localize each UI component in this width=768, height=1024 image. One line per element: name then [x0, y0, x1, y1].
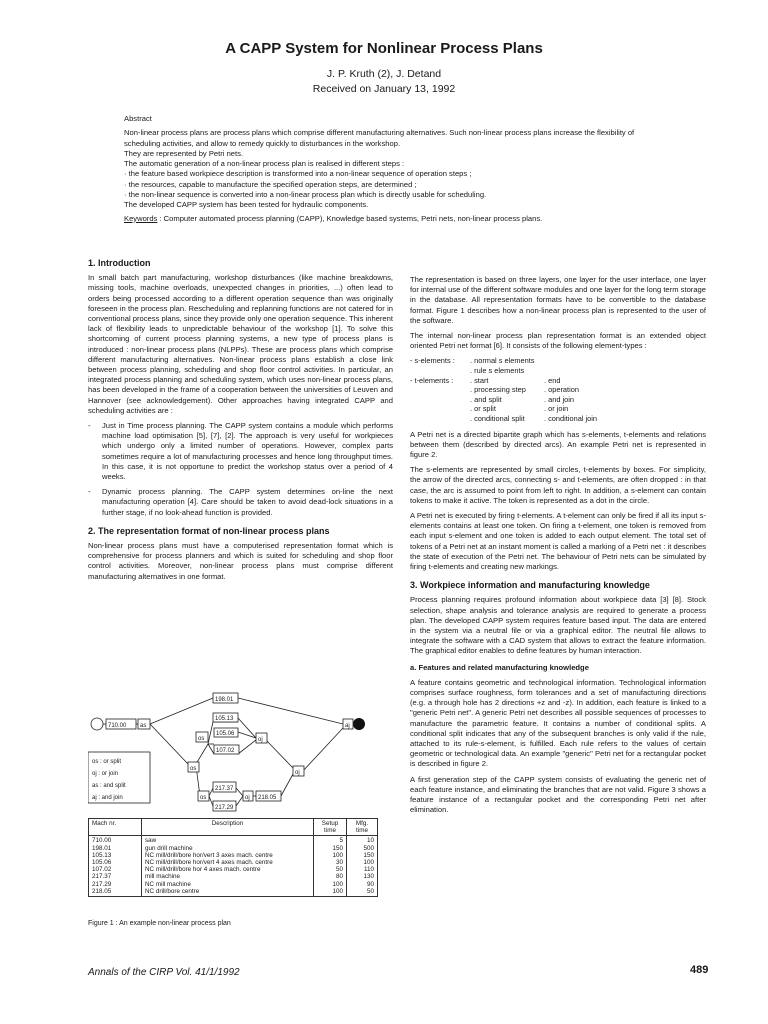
paper-authors: J. P. Kruth (2), J. Detand	[326, 68, 442, 80]
machine-table-wrap	[88, 818, 378, 897]
section-heading: 2. The representation format of non-linear process plans	[88, 525, 330, 536]
bullet-text: Just in Time process planning. The CAPP system contains a module which performs machine load optimisation [5], [7], [2]. The approach is very useful for workpieces which undergo only a limited number of operations. However, complex parts sometimes require a lot of manufacturing processes and hence long throughput times. In this case, it is not opportune to predict the workshop status over a period of 4 weeks.	[102, 421, 393, 482]
bullet-item	[88, 487, 393, 518]
paragraph: A Petri net is executed by firing t-elements. A t-element can only be fired if all its input s-elements contains at least one token. On firing a t-element, one token is removed from each input s-element and one token is added to each output element. The total set of tokens of a Petri net at an instant moment is called a marking of a Petri net : it describes the state of execution of the Petri net. The behaviour of Petri nets can be simulated by firing t-elements and creating new markings.	[410, 511, 706, 572]
bullet-dash: -	[88, 487, 91, 497]
cell: 198.01	[92, 844, 112, 852]
paragraph: The representation is based on three layers, one layer for the user interface, one layer for internal use of the different software modules and one layer for the long term storage in the database. All representation formats have to be convertible to the database format. Figure 1 describes how a non-linear process plan is represented to the user of the software.	[410, 275, 706, 325]
cell: 217.37	[92, 873, 112, 881]
cell: 105.06	[92, 859, 112, 867]
cell: 50	[335, 866, 343, 874]
cell: 100	[363, 859, 374, 867]
abstract-line: Non-linear process plans are process plans which comprise different manufacturing alternatives. Such non-linear process plans increase the flexibility of scheduling activities, and allow to remedy quickly to disturbances in the workshop.	[124, 128, 635, 148]
etype-cell: . normal s elements	[470, 356, 535, 366]
element-types-list	[410, 356, 706, 423]
end-place	[353, 718, 365, 730]
cell: mill machine	[145, 873, 180, 881]
table-body	[89, 836, 378, 897]
etype-cell: . processing step	[470, 385, 526, 395]
col-header: Mach nr.	[89, 819, 142, 836]
cell: gun drill machine	[145, 844, 193, 852]
node-label: 217.29	[215, 805, 234, 811]
figure-1-petri-net	[88, 688, 388, 818]
cell: 110	[363, 866, 374, 874]
node-label: 218.05	[258, 795, 277, 801]
cell-mfg	[347, 836, 378, 897]
cell: saw	[145, 837, 157, 845]
machine-table	[88, 818, 378, 897]
cell: 100	[332, 851, 343, 859]
etype-cell: . end	[544, 375, 561, 385]
etype-cell: . or split	[470, 404, 496, 414]
cell: NC mill/drill/bore hor/vert 4 axes mach. centre	[145, 859, 273, 867]
etype-cell: . start	[470, 375, 489, 385]
etype-cell: . conditional split	[470, 413, 525, 423]
cell-setup	[314, 836, 347, 897]
node-label: oj	[245, 795, 250, 801]
cell: NC drill/bore centre	[145, 887, 200, 895]
legend-item: aj : and join	[92, 795, 123, 801]
received-date: Received on January 13, 1992	[312, 83, 456, 95]
cell: 217.29	[92, 880, 112, 888]
etype-cell	[544, 356, 604, 366]
etype-cell: . and join	[544, 394, 574, 404]
cell: 150	[363, 851, 374, 859]
abstract-line: · the non-linear sequence is converted into a non-linear process plan which is directly usable for scheduling.	[124, 190, 487, 200]
figure-caption: Figure 1 : An example non-linear process plan	[88, 920, 231, 927]
abstract-line: · the feature based workpiece description is transformed into a non-linear sequence of operation steps ;	[124, 169, 472, 179]
cell-mach-nr	[89, 836, 142, 897]
cell: 150	[332, 844, 343, 852]
node-label: os	[198, 736, 205, 742]
cell: 130	[363, 873, 374, 881]
legend-item: os : or split	[92, 759, 122, 765]
paper-title: A CAPP System for Nonlinear Process Plans	[225, 40, 543, 57]
cell: 100	[332, 887, 343, 895]
node-label: os	[200, 795, 207, 801]
col-header: Mfg. time	[347, 819, 378, 836]
table-header-row	[89, 819, 378, 836]
journal-footer: Annals of the CIRP Vol. 41/1/1992	[88, 967, 240, 978]
paragraph: Non-linear process plans must have a computerised representation format which is comprehensive for process planners and which is suited for scheduling and shop floor control activities. Moreover, non-linear process plans must comprise different manufacturing alternatives in one format.	[88, 541, 393, 581]
node-label: oj	[295, 770, 300, 776]
cell: NC mill/drill/bore hor/vert 3 axes mach. centre	[145, 851, 273, 859]
cell: NC mill/drill/bore hor 4 axes mach. centre	[145, 866, 261, 874]
petri-net-diagram	[88, 688, 388, 818]
keywords-text: : Computer automated process planning (CAPP), Knowledge based systems, Petri nets, non-linear process plans.	[157, 213, 543, 223]
cell: 50	[366, 887, 374, 895]
abstract-heading: Abstract	[124, 114, 152, 123]
left-column	[88, 258, 393, 587]
cell: 5	[339, 837, 343, 845]
cell: 80	[335, 873, 343, 881]
abstract-line: · the resources, capable to manufacture the specified operation steps, are determined ;	[124, 179, 417, 189]
cell: 710.00	[92, 837, 112, 845]
col-header: Setup time	[314, 819, 347, 836]
etype-cell: - t-elements :	[410, 375, 454, 385]
etype-cell	[410, 414, 466, 424]
node-label: os	[190, 766, 197, 772]
section-heading: 3. Workpiece information and manufacturing knowledge	[410, 580, 650, 591]
abstract-line: They are represented by Petri nets.	[124, 148, 244, 158]
paragraph: A first generation step of the CAPP system consists of evaluating the generic net of each feature instance, and eliminating the branches that are not valid. Figure 3 shows a feature instance of a rectangular pocket and the corresponding Petri net after elimination.	[410, 774, 706, 815]
node-label: 107.02	[216, 748, 235, 754]
cell: 10	[366, 837, 374, 845]
cell: 500	[363, 844, 374, 852]
etype-cell: . operation	[544, 385, 579, 395]
node-label: 105.06	[216, 731, 235, 737]
right-column	[410, 275, 706, 820]
keywords	[124, 214, 664, 224]
etype-cell	[544, 366, 604, 376]
etype-cell	[410, 395, 466, 405]
etype-cell: . or join	[544, 404, 569, 414]
bullet-text: Dynamic process planning. The CAPP system determines on-line the next manufacturing operation [4]. Care should be taken to avoid dead-lock situations in a further stage, if no look-ahead function is provided.	[102, 487, 393, 517]
paragraph: A Petri net is a directed bipartite graph which has s-elements, t-elements and relations between them (described by directed arcs). An example Petri net is represented in figure 2.	[410, 429, 706, 459]
etype-cell	[410, 366, 466, 376]
page-number: 489	[690, 964, 709, 976]
col-header: Description	[142, 819, 314, 836]
bullet-item	[88, 421, 393, 482]
etype-cell: . rule s elements	[470, 366, 525, 376]
cell: 90	[366, 880, 374, 888]
abstract-line: The automatic generation of a non-linear process plan is realised in different steps :	[124, 159, 405, 169]
node-label: 217.37	[215, 786, 234, 792]
etype-cell	[410, 385, 466, 395]
abstract-line: The developed CAPP system has been tested for hydraulic components.	[124, 200, 369, 210]
paragraph: In small batch part manufacturing, workshop disturbances (like machine breakdowns, missing tools, machine overloads, unexpected changes in priorities, ...) often lead to orders being processed according to a different operation sequence than was originally foreseen in the process plan. Rescheduling and replanning functions are not catered for in conventional process plans, since they provide only one operation sequence. This inherent lack of flexibility leads to unpredictable behaviour of the workshop [1]. To solve this shortcoming of current process planning systems, a new type of process plans is introduced : non-linear process plans (NLPPs). These are process plans which comprise different manufacturing alternatives. Non-linear process plans establish a close link between process planning, scheduling and shop floor control activities. In particular, an integrated process planning and scheduling system, which uses non-linear process plans, has been developed in the frame of a cooperation between the universities of Leuven and Hannover (see acknowledgement). Other approaches having integrated CAPP and scheduling activities are :	[88, 273, 393, 415]
cell: 100	[332, 880, 343, 888]
legend-item: as : and split	[92, 783, 126, 789]
bullet-dash: -	[88, 421, 91, 431]
paragraph: Process planning requires profound information about workpiece data [3] [8]. Stock selection, shape analysis and tolerance analysis are required to generate a process plan. The developed CAPP system requires feature based input. The data are entered in the system via a neutral file or via a graphical editor. The neutral file allows to integrate the software with a CAD system that allows to extract the feature information. The graphical editor enables to define features by human interaction.	[410, 595, 706, 656]
cell: NC mill machine	[145, 880, 191, 888]
cell: 218.05	[92, 887, 112, 895]
etype-cell: . conditional join	[544, 413, 598, 423]
cell: 30	[335, 859, 343, 867]
abstract	[124, 114, 664, 224]
node-label: aj	[345, 723, 350, 729]
legend-item: oj : or join	[92, 771, 119, 777]
paragraph: The internal non-linear process plan representation format is an extended object oriented Petri net format [6]. It consists of the following element-types :	[410, 331, 706, 351]
cell-description	[142, 836, 314, 897]
section-heading: 1. Introduction	[88, 258, 151, 268]
etype-cell	[410, 404, 466, 414]
etype-cell: - s-elements :	[410, 356, 455, 366]
node-label: 105.13	[215, 716, 234, 722]
node-label: 198.01	[215, 697, 234, 703]
node-label: 710.00	[108, 723, 127, 729]
subsection-heading: a. Features and related manufacturing knowledge	[410, 662, 589, 672]
cell: 107.02	[92, 866, 112, 874]
paragraph: A feature contains geometric and technological information. Technological information comprises surface roughness, form tolerances and a set of manufacturing directions (e.g. a through hole has 2 directions +z and -z). In addition, each feature is linked to a "generic Petri net". A generic Petri net describes all possible sequences of processes to manufacture the parametric feature. It contains a number of conditional splits. A conditional split indicates that any of the subsequent branches is only valid if the rule, attached to its rule-s-element, is fulfilled. Each rule refers to the values of certain geometric or technological data. An example "generic" Petri net for a rectangular pocket is described in figure 2.	[410, 677, 706, 769]
paragraph: The s-elements are represented by small circles, t-elements by boxes. For simplicity, the arrow of the directed arcs, connecting s- and t-elements, are often dropped : in that case, the arc is assumed to point from left to right. In addition, a s-element can contain tokens to make it active. The token is represented as a dot in the circle.	[410, 465, 706, 505]
cell: 105.13	[92, 851, 112, 859]
etype-cell: . and split	[470, 394, 502, 404]
start-place	[91, 718, 103, 730]
node-label: oj	[258, 737, 263, 743]
keywords-label: Keywords	[124, 213, 158, 223]
node-label: as	[140, 723, 147, 729]
